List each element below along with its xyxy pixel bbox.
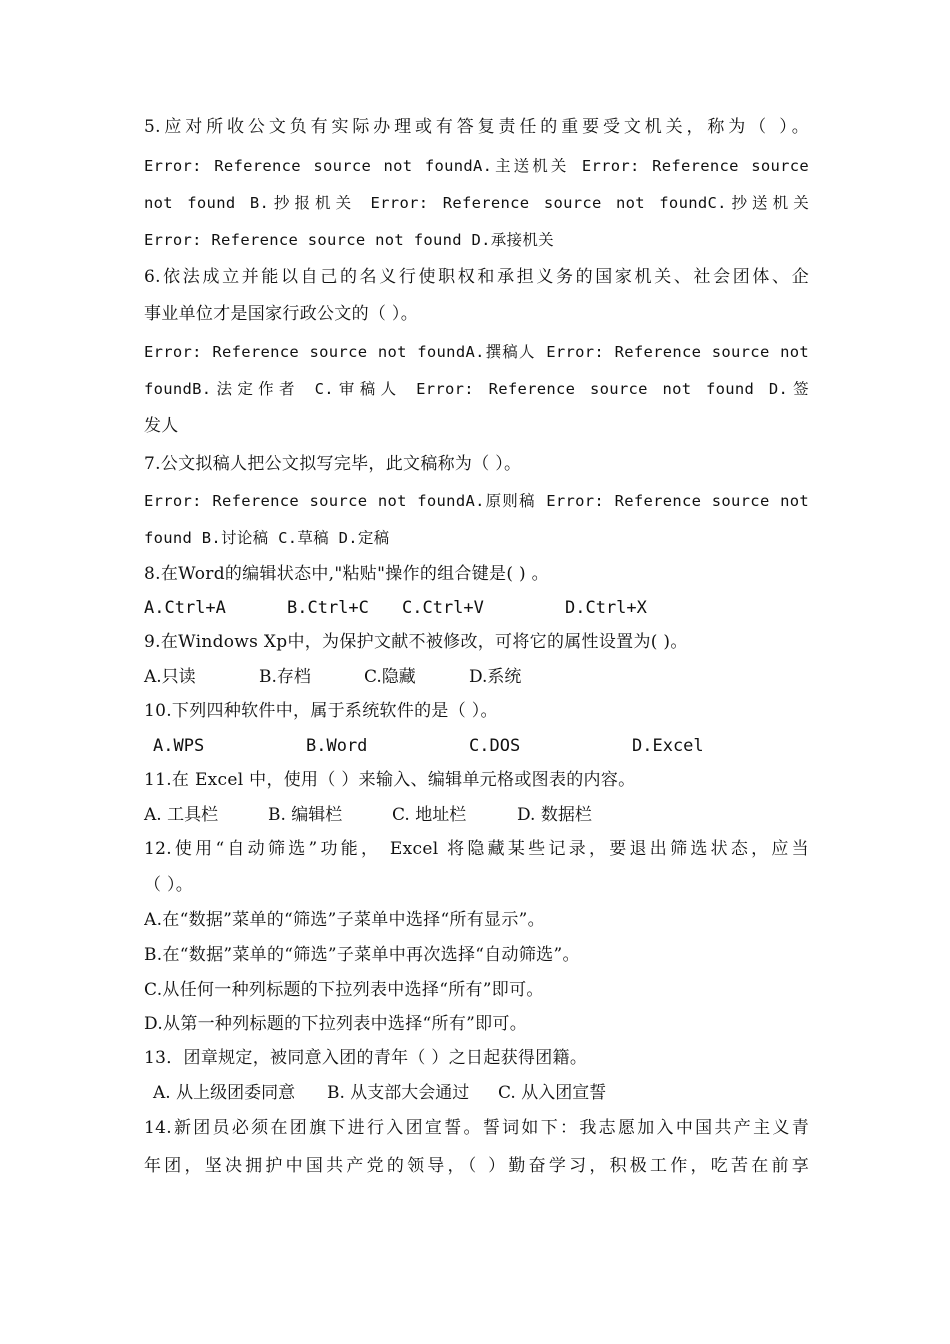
- question-6-options-line: foundB.法定作者 C.审稿人 Error: Reference source not found D.签: [144, 380, 809, 398]
- question-10-option-d: D.Excel: [632, 736, 704, 756]
- question-11-option-a: A. 工具栏: [144, 805, 219, 825]
- question-11-option-b: B. 编辑栏: [268, 805, 343, 825]
- question-10-stem: 10.下列四种软件中，属于系统软件的是（ ）。: [144, 701, 498, 721]
- question-11-stem: 11.在 Excel 中，使用（ ）来输入、编辑单元格或图表的内容。: [144, 770, 636, 790]
- question-10-option-c: C.DOS: [469, 736, 521, 756]
- question-13-option-a: A. 从上级团委同意: [153, 1083, 296, 1103]
- question-10-option-b: B.Word: [306, 736, 368, 756]
- question-6-options-line: Error: Reference source not foundA.撰稿人 Error: Reference source not: [144, 343, 809, 361]
- question-8-option-b: B.Ctrl+C: [287, 598, 369, 618]
- question-6-stem: 事业单位才是国家行政公文的（ ）。: [144, 304, 419, 324]
- question-6-options-line: 发人: [144, 416, 179, 436]
- question-14-stem: 年团，坚决拥护中国共产党的领导，（ ）勤奋学习，积极工作，吃苦在前享: [144, 1156, 809, 1176]
- question-9-stem: 9.在Windows Xp中，为保护文献不被修改，可将它的属性设置为( )。: [144, 632, 688, 652]
- question-12-stem: （ ）。: [144, 875, 194, 895]
- question-12-option-a: A.在“数据”菜单的“筛选”子菜单中选择“所有显示”。: [144, 910, 545, 930]
- question-5-stem: 5.应对所收公文负有实际办理或有答复责任的重要受文机关，称为（ ）。: [144, 117, 809, 137]
- question-12-option-c: C.从任何一种列标题的下拉列表中选择“所有”即可。: [144, 980, 544, 1000]
- question-6-stem: 6.依法成立并能以自己的名义行使职权和承担义务的国家机关、社会团体、企: [144, 267, 809, 287]
- question-11-option-c: C. 地址栏: [392, 805, 467, 825]
- question-13-stem: 13．团章规定，被同意入团的青年（ ）之日起获得团籍。: [144, 1048, 588, 1068]
- question-5-options-line: Error: Reference source not foundA.主送机关 Error: Reference source: [144, 157, 809, 175]
- question-9-option-c: C.隐藏: [364, 667, 416, 687]
- question-7-options-line: found B.讨论稿 C.草稿 D.定稿: [144, 529, 390, 547]
- question-13-option-b: B. 从支部大会通过: [327, 1083, 470, 1103]
- question-11-option-d: D. 数据栏: [517, 805, 592, 825]
- question-5-options-line: Error: Reference source not found D.承接机关: [144, 231, 554, 249]
- question-8-option-d: D.Ctrl+X: [565, 598, 647, 618]
- question-9-option-d: D.系统: [469, 667, 522, 687]
- question-7-stem: 7.公文拟稿人把公文拟写完毕，此文稿称为（ ）。: [144, 454, 522, 474]
- question-7-options-line: Error: Reference source not foundA.原则稿 Error: Reference source not: [144, 492, 809, 510]
- question-5-options-line: not found B.抄报机关 Error: Reference source not foundC.抄送机关: [144, 194, 809, 212]
- question-8-stem: 8.在Word的编辑状态中,"粘贴"操作的组合键是( ) 。: [144, 564, 549, 584]
- question-9-option-b: B.存档: [259, 667, 311, 687]
- question-12-option-d: D.从第一种列标题的下拉列表中选择“所有”即可。: [144, 1014, 528, 1034]
- question-12-option-b: B.在“数据”菜单的“筛选”子菜单中再次选择“自动筛选”。: [144, 945, 580, 965]
- question-14-stem: 14.新团员必须在团旗下进行入团宣誓。誓词如下：我志愿加入中国共产主义青: [144, 1118, 809, 1138]
- question-9-option-a: A.只读: [144, 667, 196, 687]
- question-10-option-a: A.WPS: [153, 736, 205, 756]
- question-8-option-c: C.Ctrl+V: [402, 598, 484, 618]
- question-13-option-c: C. 从入团宣誓: [498, 1083, 607, 1103]
- question-12-stem: 12.使用“自动筛选”功能， Excel 将隐藏某些记录，要退出筛选状态，应当: [144, 839, 809, 859]
- question-8-option-a: A.Ctrl+A: [144, 598, 226, 618]
